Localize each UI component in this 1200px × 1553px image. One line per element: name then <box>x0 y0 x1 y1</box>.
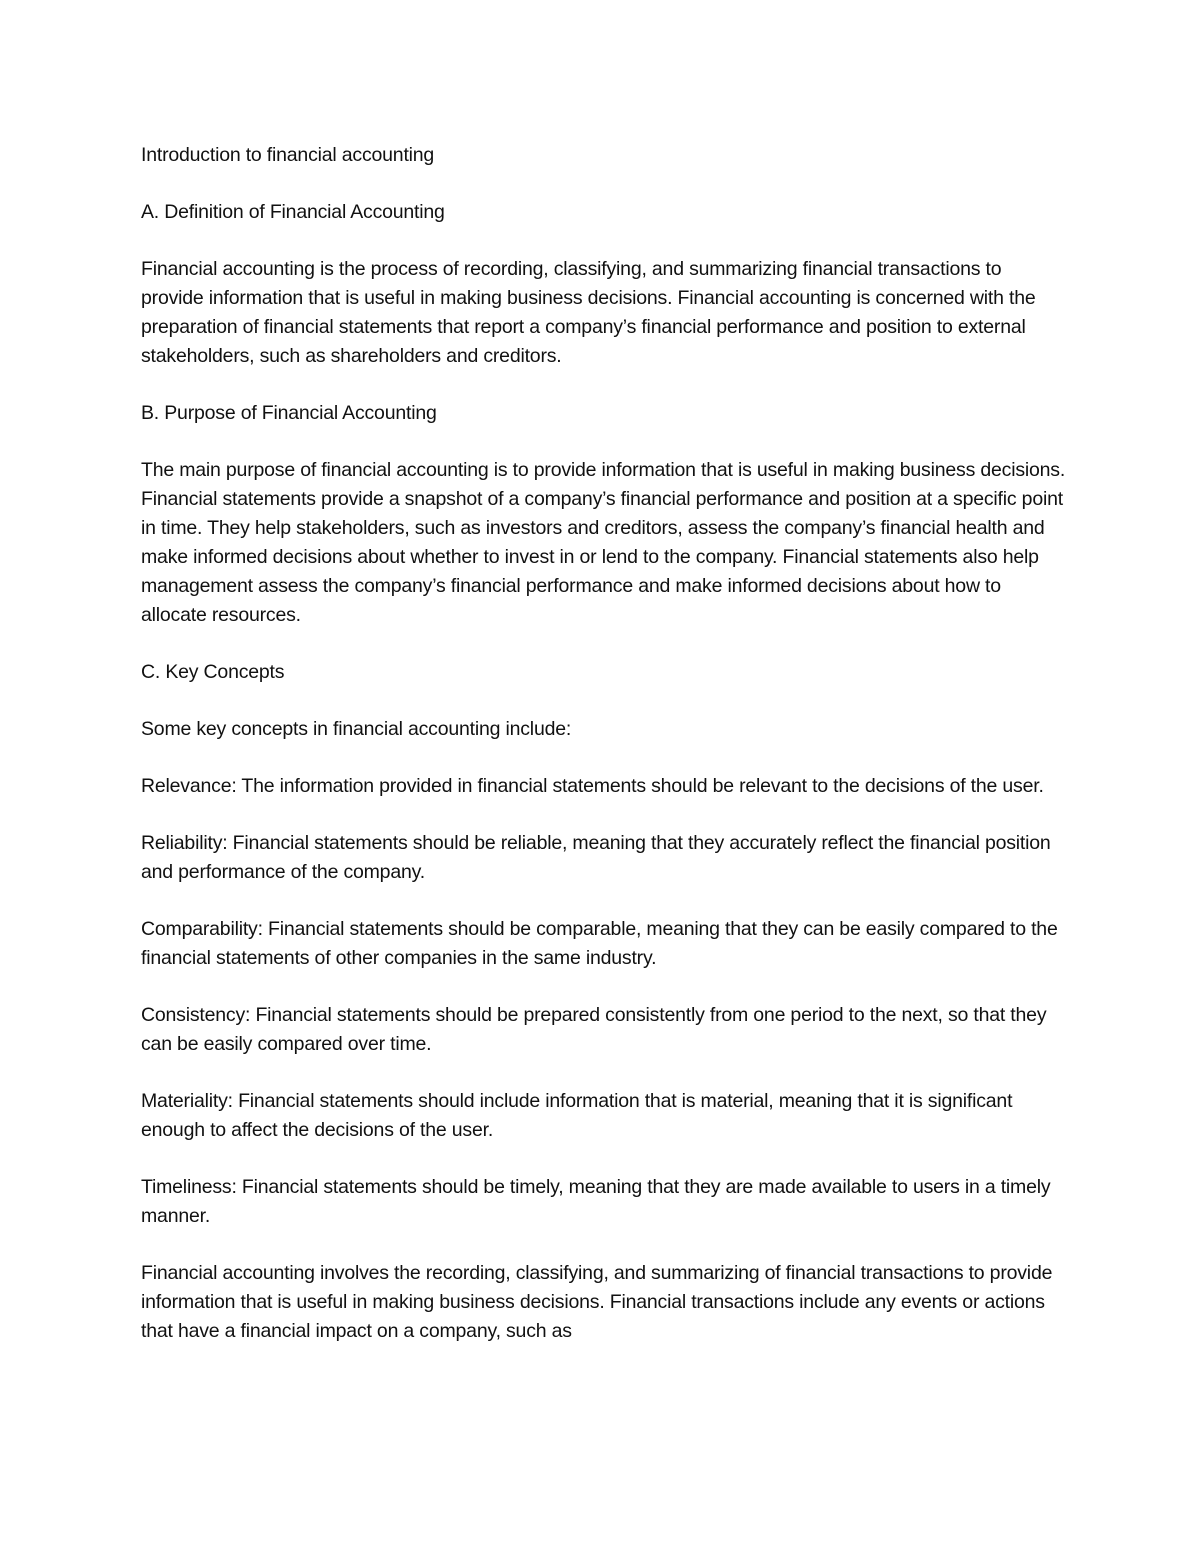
concept-comparability: Comparability: Financial statements should be comparable, meaning that they can be easily compared to the financial statements of other companies in the same industry. <box>141 918 1058 969</box>
document-body <box>141 141 1066 1374</box>
concept-consistency: Consistency: Financial statements should be prepared consistently from one period to the next, so that they can be easily compared over time. <box>141 1004 1047 1055</box>
section-a-paragraph: Financial accounting is the process of recording, classifying, and summarizing financial transactions to provide information that is useful in making business decisions. Financial accounting is concerned with the preparation of financial statements that report a company’s financial performance and position to external stakeholders, such as shareholders and creditors. <box>141 258 1036 367</box>
concept-reliability: Reliability: Financial statements should be reliable, meaning that they accurately reflect the financial position and performance of the company. <box>141 832 1051 883</box>
concept-relevance: Relevance: The information provided in financial statements should be relevant to the decisions of the user. <box>141 775 1044 797</box>
section-b-paragraph: The main purpose of financial accounting is to provide information that is useful in making business decisions. Financial statements provide a snapshot of a company’s financial performance and position at a specific point in time. They help stakeholders, such as investors and creditors, assess the company’s financial health and make informed decisions about whether to invest in or lend to the company. Financial statements also help management assess the company’s financial performance and make informed decisions about how to allocate resources. <box>141 459 1066 626</box>
concept-timeliness: Timeliness: Financial statements should be timely, meaning that they are made available to users in a timely manner. <box>141 1176 1051 1227</box>
section-c-intro: Some key concepts in financial accounting include: <box>141 718 572 740</box>
section-c-heading: C. Key Concepts <box>141 661 285 683</box>
document-title: Introduction to financial accounting <box>141 144 435 166</box>
concept-materiality: Materiality: Financial statements should include information that is material, meaning that it is significant enough to affect the decisions of the user. <box>141 1090 1013 1141</box>
section-a-heading: A. Definition of Financial Accounting <box>141 201 445 223</box>
section-b-heading: B. Purpose of Financial Accounting <box>141 402 437 424</box>
closing-paragraph: Financial accounting involves the recording, classifying, and summarizing of financial transactions to provide information that is useful in making business decisions. Financial transactions include any events or actions that have a financial impact on a company, such as <box>141 1262 1053 1342</box>
